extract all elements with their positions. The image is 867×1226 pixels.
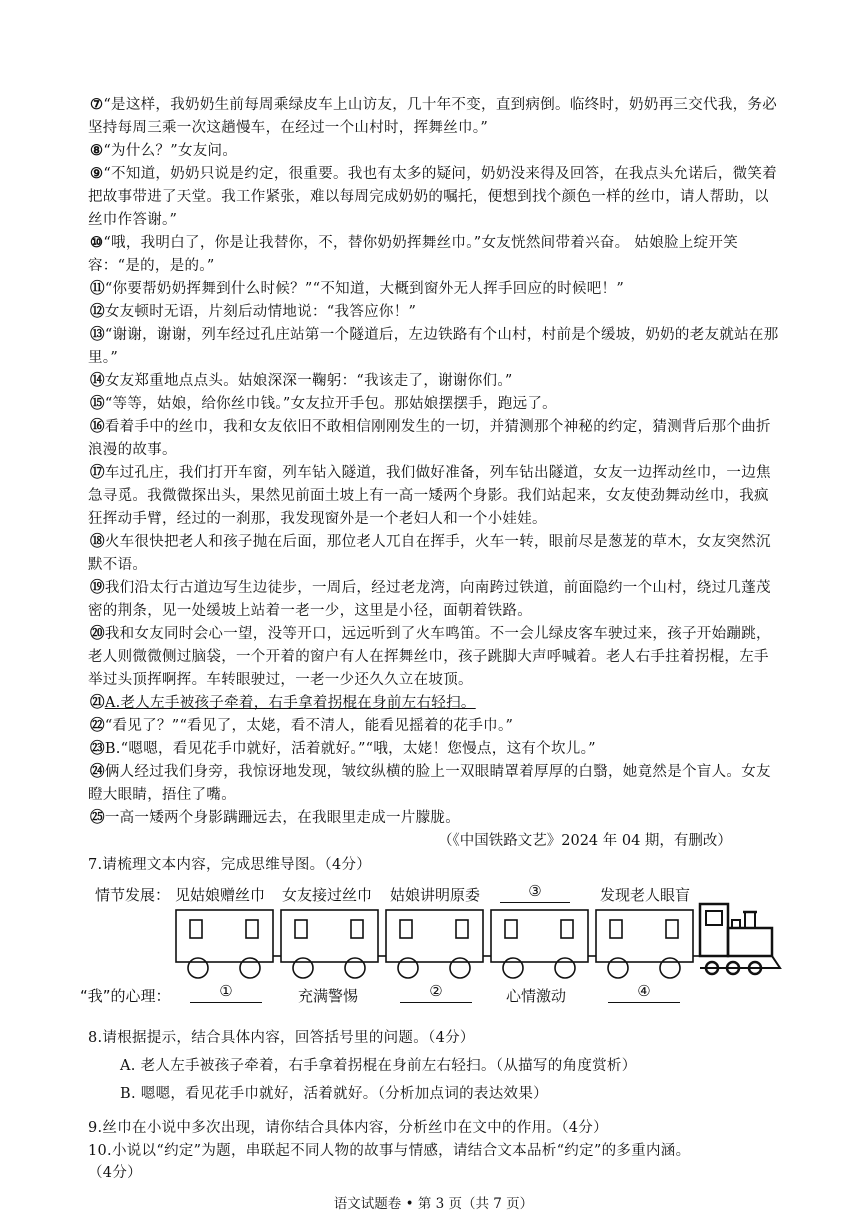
- mind-blank-2[interactable]: ②: [400, 982, 472, 1003]
- paragraph-22: ㉒“看见了？”“看见了，太姥，看不清人，能看见摇着的花手巾。”: [90, 717, 514, 734]
- paragraph-23: ㉓B.“嗯嗯，看见花手巾就好，活着就好。”“哦，太姥！您慢点，这有个坎儿。”: [90, 740, 596, 757]
- plot-item-1: 见姑娘赠丝巾: [175, 886, 266, 904]
- paragraph-25: ㉕一高一矮两个身影蹒跚远去，在我眼里走成一片朦胧。: [90, 809, 461, 826]
- question-10-points: （4分）: [88, 1165, 142, 1181]
- paragraph-24: ㉔俩人经过我们身旁，我惊讶地发现，皱纹纵横的脸上一双眼睛罩着厚厚的白翳，她竟然是个盲人。女友瞪大眼睛，捂住了嘴。: [88, 763, 771, 803]
- plot-label: 情节发展：: [95, 886, 171, 904]
- plot-item-2: 女友接过丝巾: [282, 886, 373, 904]
- mind-item-4: 心情激动: [506, 987, 567, 1005]
- paragraph-15: ⑮“等等，姑娘，给你丝巾钱。”女友拉开手包。那姑娘摆摆手，跑远了。: [90, 395, 557, 412]
- paragraph-18: ⑱火车很快把老人和孩子抛在后面，那位老人兀自在挥手，火车一转，眼前尽是葱茏的草木，女友突然沉默不语。: [88, 533, 771, 573]
- paragraph-21: ㉑A.老人左手被孩子牵着，右手拿着拐棍在身前左右轻扫。: [90, 694, 476, 711]
- paragraph-11: ⑪“你要帮奶奶挥舞到什么时候？”“不知道，大概到窗外无人挥手回应的时候吧！”: [90, 280, 625, 297]
- paragraph-8: ⑧“为什么？”女友问。: [90, 142, 238, 159]
- question-7: 7.请梳理文本内容，完成思维导图。（4分）: [88, 857, 372, 873]
- paragraph-7: ⑦“是这样，我奶奶生前每周乘绿皮车上山访友，几十年不变，直到病倒。临终时，奶奶再三交代我，务必坚持每周三乘一次这趟慢车，在经过一个山村时，挥舞丝巾。”: [88, 96, 778, 136]
- mind-blank-1[interactable]: ①: [190, 982, 262, 1003]
- paragraph-9: ⑨“不知道，奶奶只说是约定，很重要。我也有太多的疑问，奶奶没来得及回答，在我点头允诺后，微笑着把故事带进了天堂。我工作紧张，难以每周完成奶奶的嘱托，便想到找个颜色一样的丝巾，请人帮助，以丝巾作答谢。”: [88, 165, 778, 228]
- mind-blank-4[interactable]: ④: [608, 982, 680, 1003]
- plot-item-5: 发现老人眼盲: [600, 886, 691, 904]
- plot-blank-3[interactable]: ③: [500, 882, 570, 903]
- question-10: 10.小说以“约定”为题，串联起不同人物的故事与情感，请结合文本品析“约定”的多重内涵。: [88, 1143, 691, 1159]
- paragraph-10: ⑩“哦，我明白了，你是让我替你，不，替你奶奶挥舞丝巾。”女友恍然间带着兴奋。 姑娘脸上绽开笑容：“是的，是的。”: [88, 234, 738, 274]
- paragraph-14: ⑭女友郑重地点点头。姑娘深深一鞠躬：“我该走了，谢谢你们。”: [90, 372, 513, 389]
- question-8-a: A. 老人左手被孩子牵着，右手拿着拐棍在身前左右轻扫。（从描写的角度赏析）: [120, 1058, 637, 1074]
- mind-item-2: 充满警惕: [298, 987, 359, 1005]
- paragraph-16: ⑯看着手中的丝巾，我和女友依旧不敢相信刚刚发生的一切，并猜测那个神秘的约定，猜测背后那个曲折浪漫的故事。: [88, 418, 771, 458]
- question-9: 9.丝巾在小说中多次出现，请你结合具体内容，分析丝巾在文中的作用。（4分）: [88, 1120, 608, 1136]
- question-8: 8.请根据提示，结合具体内容，回答括号里的问题。（4分）: [88, 1030, 475, 1046]
- paragraph-12: ⑫女友顿时无语，片刻后动情地说：“我答应你！”: [90, 303, 417, 320]
- paragraph-19: ⑲我们沿太行古道边写生边徒步，一周后，经过老龙湾，向南跨过铁道，前面隐约一个山村，绕过几蓬茂密的荆条，见一处缓坡上站着一老一少，这里是小径，面朝着铁路。: [88, 579, 771, 619]
- plot-item-3: 姑娘讲明原委: [390, 886, 481, 904]
- page-footer: 语文试题卷 • 第 3 页（共 7 页）: [333, 1196, 534, 1212]
- paragraph-13: ⑬“谢谢，谢谢，列车经过孔庄站第一个隧道后，左边铁路有个山村，村前是个缓坡，奶奶的老友就站在那里。”: [88, 326, 779, 366]
- question-8-b: B. 嗯嗯，看见花手巾就好，活着就好。（分析加点词的表达效果）: [120, 1086, 548, 1102]
- paragraph-17: ⑰车过孔庄，我们打开车窗，列车钻入隧道，我们做好准备，列车钻出隧道，女友一边挥动丝巾，一边焦急寻觅。我微微探出头，果然见前面土坡上有一高一矮两个身影。我们站起来，女友使劲舞动丝巾，我疯狂挥动手臂，经过的一刹那，我发现窗外是一个老妇人和一个小娃娃。: [88, 464, 771, 527]
- mind-label: “我”的心理：: [80, 987, 171, 1005]
- paragraph-20: ⑳我和女友同时会心一望，没等开口，远远听到了火车鸣笛。不一会儿绿皮客车驶过来，孩子开始蹦跳，老人则微微侧过脑袋，一个开着的窗户有人在挥舞丝巾，孩子跳脚大声呼喊着。老人右手拄着拐棍，左手举过头顶挥啊挥。车转眼驶过，一老一少还久久立在坡顶。: [88, 625, 771, 688]
- source-citation: （《中国铁路文艺》2024 年 04 期，有删改）: [438, 833, 732, 849]
